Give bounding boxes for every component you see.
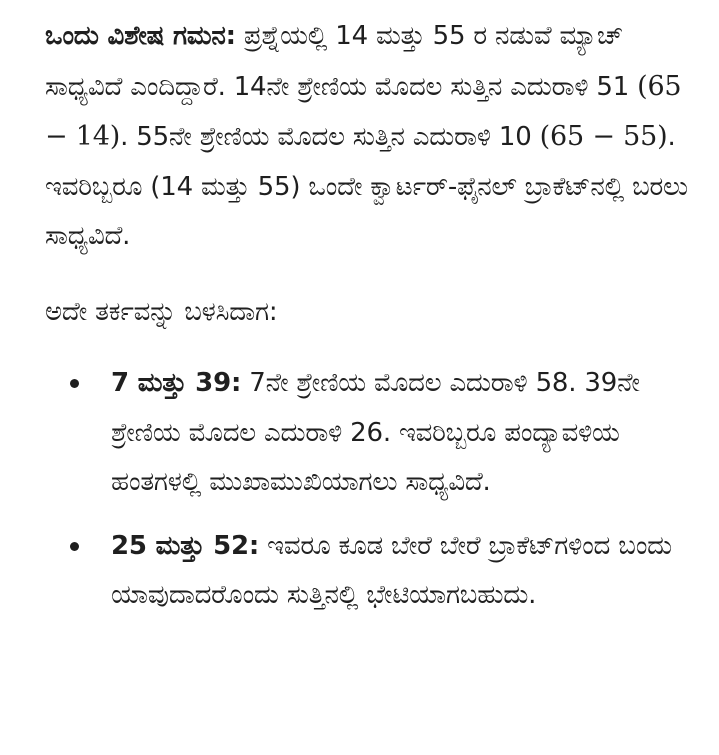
special-note-text-b: . 55ನೇ ಶ್ರೇಣಿಯ ಮೊದಲ ಸುತ್ತಿನ ಎದುರಾಳಿ 10 — [120, 122, 540, 152]
math-expression-65-minus-14: (65 − 14) — [45, 70, 682, 152]
math-expression-65-minus-55: (65 − 55) — [539, 121, 668, 152]
list-item-label: 25 ಮತ್ತು 52: — [111, 530, 260, 561]
special-note-label: ಒಂದು ವಿಶೇಷ ಗಮನ: — [45, 21, 236, 51]
list-item — [45, 359, 700, 508]
special-note-text-a: ಪ್ರಶ್ನೆಯಲ್ಲಿ 14 ಮತ್ತು 55 ರ ನಡುವೆ ಮ್ಯಾಚ್ ಸಾಧ್ಯವಿದೆ ಎಂದಿದ್ದಾರೆ. 14ನೇ ಶ್ರೇಣಿಯ ಮೊದಲ ಸುತ್ತಿನ ಎದುರಾಳಿ 51 — [45, 21, 638, 102]
pairs-list — [45, 359, 700, 621]
logic-paragraph: ಅದೇ ತರ್ಕವನ್ನು ಬಳಸಿದಾಗ: — [45, 296, 278, 327]
list-item-label: 7 ಮತ್ತು 39: — [111, 368, 242, 398]
special-note-paragraph — [45, 12, 700, 262]
bullet-dot-icon — [70, 542, 79, 551]
document-body — [45, 12, 700, 621]
list-item-text: ಇವರೂ ಕೂಡ ಬೇರೆ ಬೇರೆ ಬ್ರಾಕೆಟ್‌ಗಳಿಂದ ಬಂದು ಯಾವುದಾದರೊಂದು ಸುತ್ತಿನಲ್ಲಿ ಭೇಟಿಯಾಗಬಹುದು. — [111, 530, 673, 610]
special-note-text-c: . ಇವರಿಬ್ಬರೂ (14 ಮತ್ತು 55) ಒಂದೇ ಕ್ವಾರ್ಟರ್-ಫೈನಲ್ ಬ್ರಾಕೆಟ್‌ನಲ್ಲಿ ಬರಲು ಸಾಧ್ಯವಿದೆ. — [45, 122, 688, 251]
bullet-dot-icon — [70, 379, 79, 388]
list-item — [45, 522, 700, 621]
list-item-text: 7ನೇ ಶ್ರೇಣಿಯ ಮೊದಲ ಎದುರಾಳಿ 58. 39ನೇ ಶ್ರೇಣಿಯ ಮೊದಲ ಎದುರಾಳಿ 26. ಇವರಿಬ್ಬರೂ ಪಂದ್ಯಾವಳಿಯ ಹಂತಗಳಲ್ಲಿ ಮುಖಾಮುಖಿಯಾಗಲು ಸಾಧ್ಯವಿದೆ. — [111, 368, 640, 497]
